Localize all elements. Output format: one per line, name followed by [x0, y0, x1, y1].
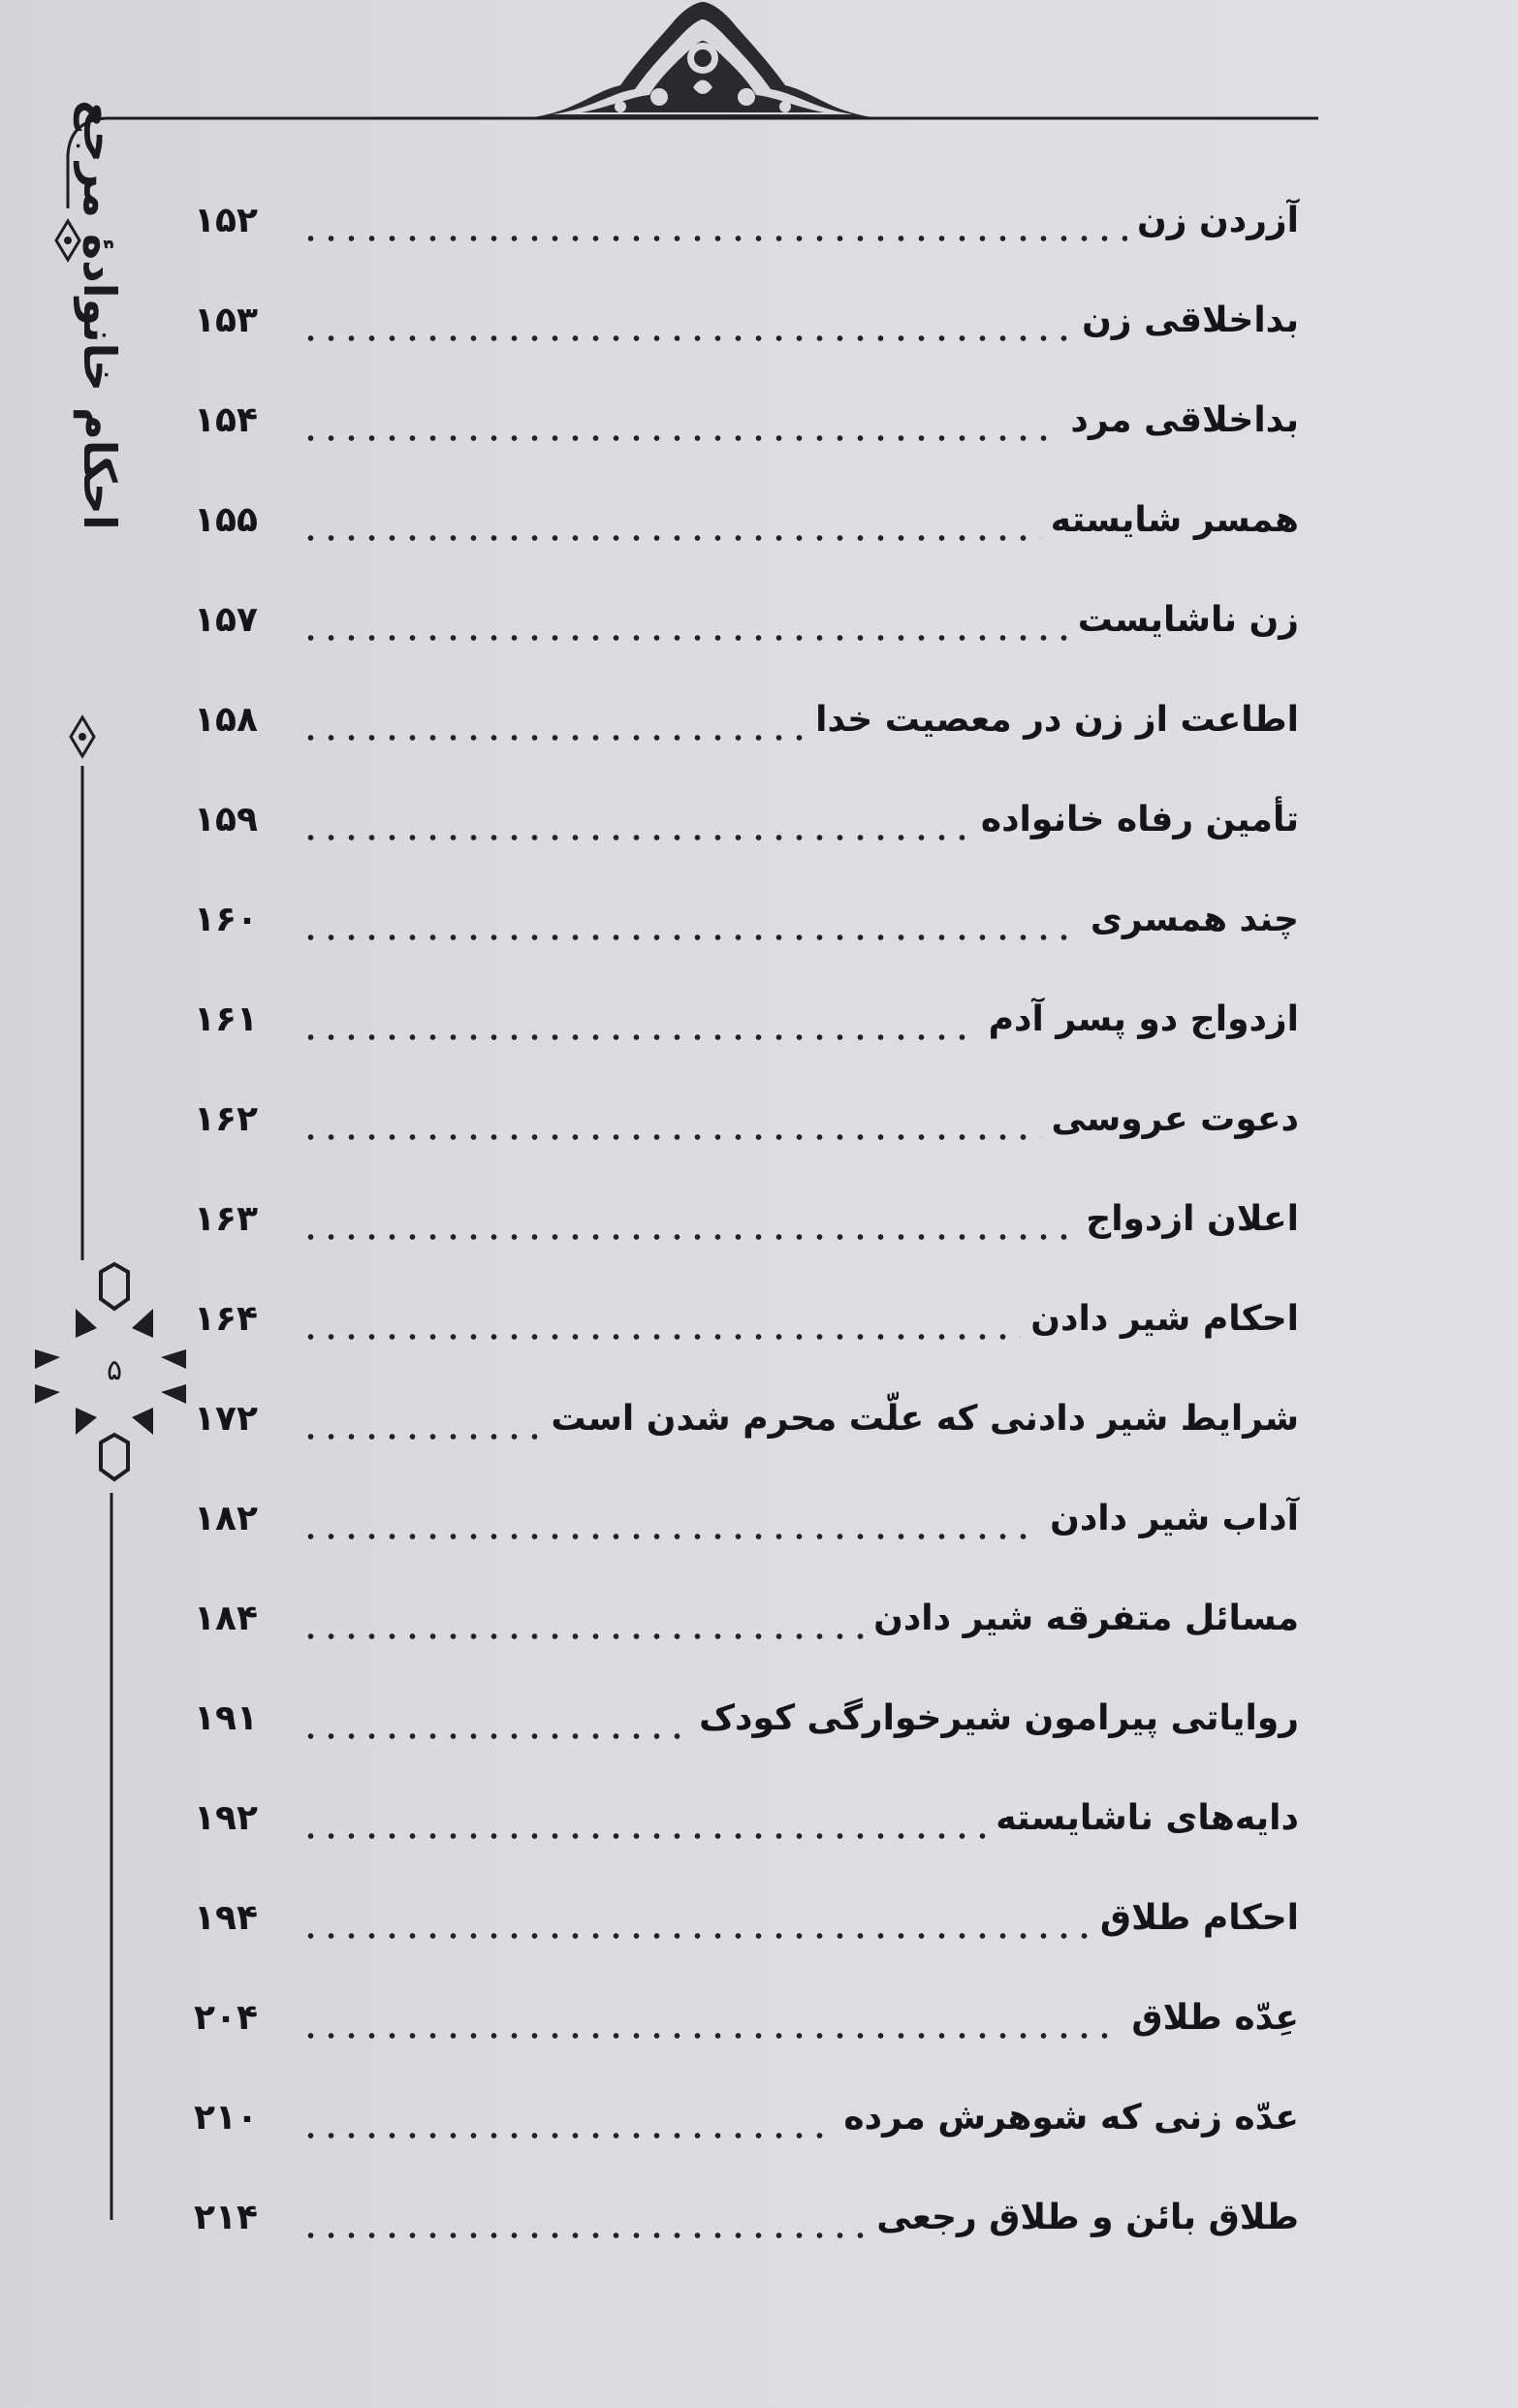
toc-entry [194, 1778, 1299, 1846]
toc-entry-title: مسائل متفرقه شیر دادن [873, 1599, 1299, 1638]
toc-entry-page: ۱۶۰ [194, 900, 258, 939]
toc-entry-page: ۱۷۲ [194, 1399, 258, 1439]
toc-dot-leader [300, 693, 806, 747]
toc-entry-page: ۱۶۲ [194, 1099, 258, 1139]
page-number: ۵ [106, 1353, 123, 1387]
toc-entry-page: ۲۱۰ [194, 2098, 258, 2138]
toc-dot-leader [300, 1392, 541, 1446]
toc-entry-title: اطاعت از زن در معصیت خدا [815, 700, 1299, 740]
toc-entry-title: ازدواج دو پسر آدم [988, 999, 1299, 1039]
toc-entry [194, 779, 1299, 847]
toc-dot-leader [300, 294, 1072, 348]
toc-dot-leader [300, 2191, 867, 2245]
toc-entry [194, 1179, 1299, 1247]
toc-entry-title: آزردن زن [1137, 201, 1299, 240]
toc-entry-page: ۱۵۹ [194, 800, 258, 840]
toc-entry [194, 979, 1299, 1047]
toc-entry-title: طلاق بائن و طلاق رجعی [876, 2198, 1299, 2237]
toc-dot-leader [300, 1991, 1122, 2045]
running-title [29, 100, 174, 530]
toc-dot-leader [300, 1093, 1041, 1147]
toc-entry [194, 580, 1299, 648]
toc-dot-leader [300, 593, 1068, 648]
toc-entry [194, 2077, 1299, 2145]
toc-dot-leader [300, 1791, 986, 1846]
toc-dot-leader [300, 2091, 834, 2145]
toc-dot-leader [300, 1292, 1021, 1347]
toc-entry [194, 1878, 1299, 1946]
toc-entry-page: ۱۶۴ [194, 1299, 258, 1339]
toc-entry-title: اعلان ازدواج [1086, 1199, 1299, 1239]
toc-entry-page: ۱۵۴ [194, 400, 258, 440]
toc-entry-page: ۱۶۳ [194, 1199, 258, 1239]
toc-entry-page: ۲۱۴ [194, 2198, 258, 2237]
toc-entry [194, 680, 1299, 747]
toc-entry-title: روایاتی پیرامون شیرخوارگی کودک [699, 1698, 1299, 1738]
toc-entry-title: چند همسری [1090, 900, 1299, 939]
toc-entry-title: احکام طلاق [1099, 1898, 1299, 1938]
toc-dot-leader [300, 793, 971, 847]
toc-entry-title: تأمین رفاه خانواده [980, 800, 1299, 840]
toc-entry-page: ۱۵۲ [194, 201, 258, 240]
toc-dot-leader [300, 1492, 1040, 1546]
toc-entry-title: بداخلاقی زن [1082, 301, 1299, 340]
toc-entry [194, 1079, 1299, 1147]
toc-entry [194, 2177, 1299, 2245]
toc-entry-page: ۱۵۸ [194, 700, 258, 740]
toc-entry-page: ۱۵۵ [194, 500, 258, 540]
running-title-text: احکام خانوادهٔ مرجع [74, 100, 126, 530]
toc-entry-title: شرایط شیر دادنی که علّت محرم شدن است [551, 1399, 1299, 1439]
toc-entry [194, 1478, 1299, 1546]
toc-dot-leader [300, 993, 979, 1047]
toc-entry-title: آداب شیر دادن [1050, 1499, 1299, 1538]
toc-entry-page: ۱۵۷ [194, 600, 258, 640]
toc-entry-page: ۱۹۱ [194, 1698, 258, 1738]
toc-entry-title: عدّه زنی که شوهرش مرده [843, 2098, 1299, 2138]
toc-dot-leader [300, 1692, 689, 1746]
toc-entry-page: ۱۵۳ [194, 301, 258, 340]
toc-entry [194, 1678, 1299, 1746]
toc-dot-leader [300, 493, 1041, 548]
toc-entry-page: ۱۹۲ [194, 1798, 258, 1838]
toc-entry [194, 480, 1299, 548]
toc-dot-leader [300, 1592, 864, 1646]
toc-entry-page: ۲۰۴ [194, 1998, 258, 2038]
toc-entry-title: بداخلاقی مرد [1070, 400, 1299, 440]
toc-entry [194, 1578, 1299, 1646]
toc-dot-leader [300, 893, 1081, 947]
toc-entry-title: احکام شیر دادن [1030, 1299, 1299, 1339]
toc-entry-title: عِدّه طلاق [1131, 1998, 1299, 2038]
toc-entry [194, 1978, 1299, 2045]
toc-dot-leader [300, 194, 1127, 248]
toc-entry [194, 180, 1299, 248]
toc-entry [194, 380, 1299, 448]
toc-entry-page: ۱۸۴ [194, 1599, 258, 1638]
toc-entry-title: دعوت عروسی [1051, 1099, 1299, 1139]
toc-dot-leader [300, 394, 1060, 448]
toc-entry-title: همسر شایسته [1050, 500, 1299, 540]
toc-dot-leader [300, 1891, 1091, 1946]
toc-entry-page: ۱۸۲ [194, 1499, 258, 1538]
toc-entry-title: دایه‌های ناشایسته [996, 1798, 1299, 1838]
toc-entry [194, 280, 1299, 348]
toc-entry-page: ۱۶۱ [194, 999, 258, 1039]
toc-entry [194, 1378, 1299, 1446]
toc-entry-page: ۱۹۴ [194, 1898, 258, 1938]
toc-entry [194, 879, 1299, 947]
diamond-ornament-icon [71, 717, 94, 756]
toc-entry-title: زن ناشایست [1077, 600, 1299, 640]
toc-entry [194, 1279, 1299, 1347]
toc-dot-leader [300, 1192, 1076, 1247]
